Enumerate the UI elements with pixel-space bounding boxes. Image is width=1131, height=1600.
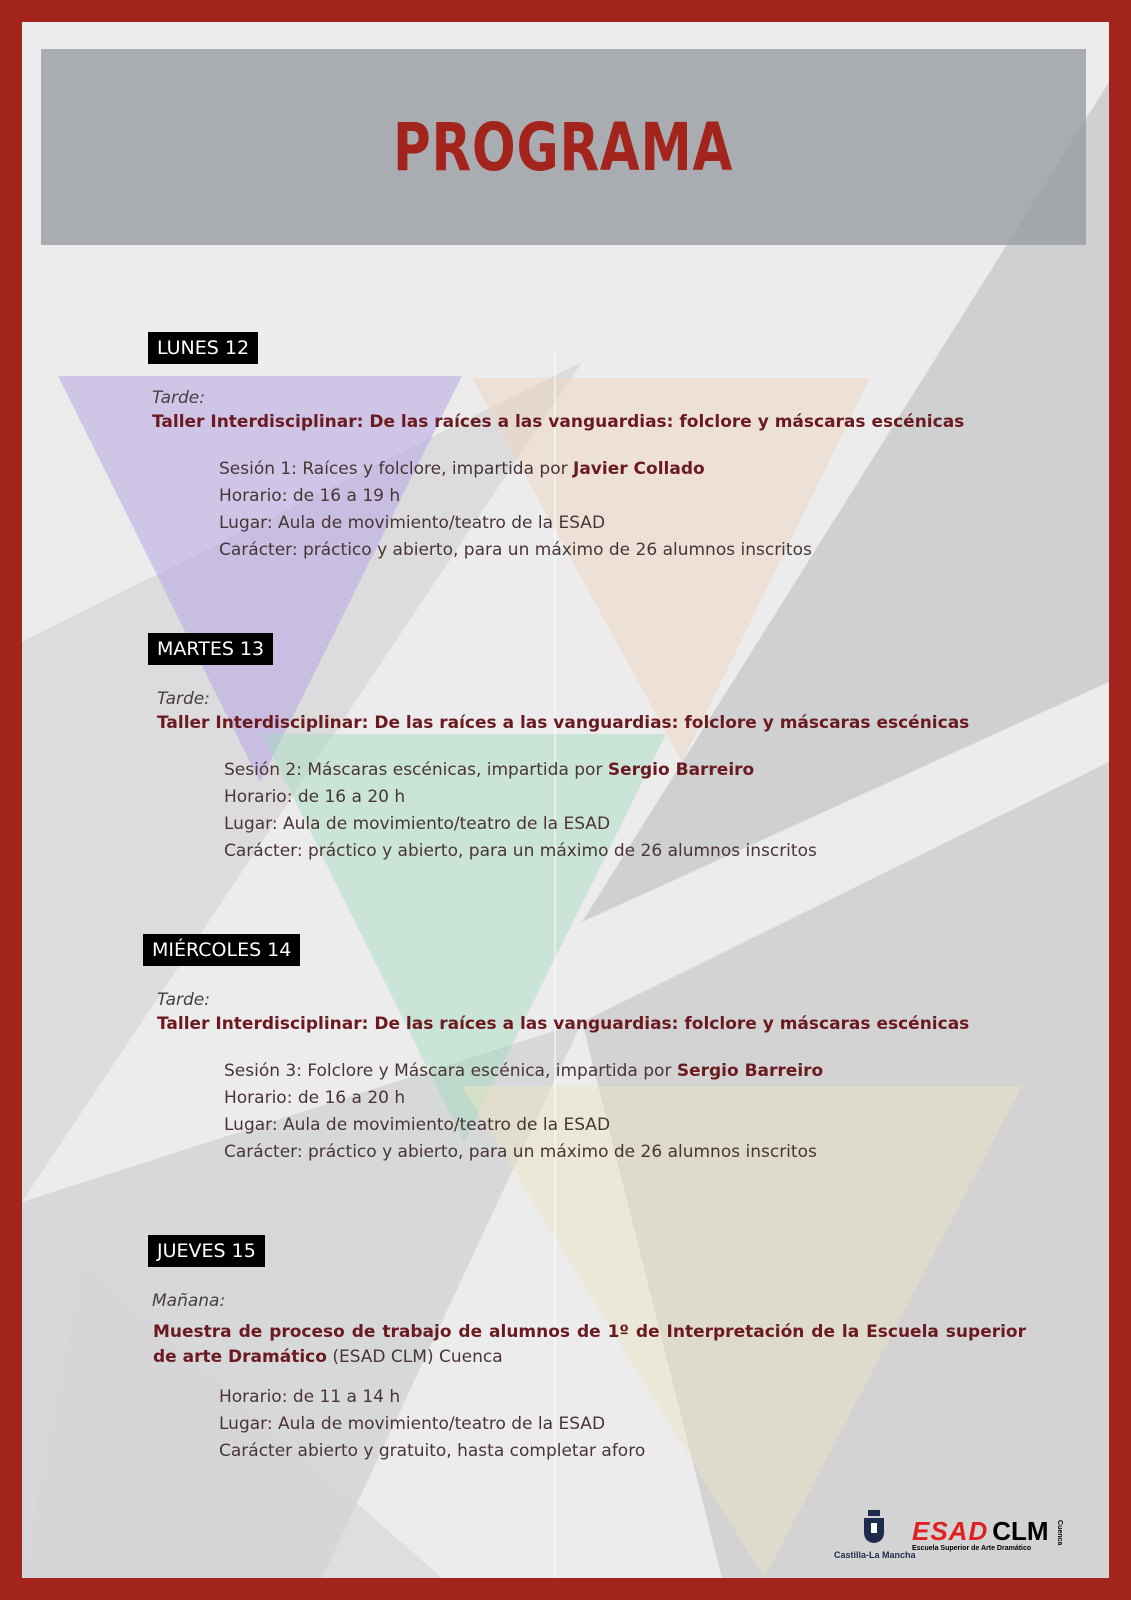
period-label: Tarde: [152, 388, 205, 408]
workshop-title: Taller Interdisciplinar: De las raíces a las vanguardias: folclore y máscaras escénicas [157, 713, 970, 733]
period-label: Tarde: [157, 990, 210, 1010]
castilla-la-mancha-logo [834, 1510, 914, 1560]
esad-clm-logo [912, 1516, 1072, 1552]
speaker-name: Sergio Barreiro [607, 760, 755, 780]
schedule-line: Horario: de 16 a 19 h [219, 486, 401, 506]
character-line: Carácter abierto y gratuito, hasta completar aforo [219, 1441, 646, 1461]
place-line: Lugar: Aula de movimiento/teatro de la ESAD [219, 1414, 606, 1434]
day-label-jueves: JUEVES 15 [148, 1235, 265, 1267]
cuenca-word: Cuenca [1056, 1520, 1063, 1546]
session-line [219, 456, 812, 483]
jccm-text: Castilla-La Mancha [834, 1550, 916, 1560]
schedule-line: Horario: de 16 a 20 h [224, 787, 406, 807]
place-line: Lugar: Aula de movimiento/teatro de la ESAD [224, 1115, 611, 1135]
session-text: Sesión 1: Raíces y folclore, impartida por [219, 459, 573, 479]
esad-subtitle: Escuela Superior de Arte Dramático [912, 1545, 1032, 1552]
session-details [219, 456, 812, 564]
speaker-name: Javier Collado [573, 459, 705, 479]
day-label-miercoles: MIÉRCOLES 14 [143, 934, 300, 966]
workshop-title: Taller Interdisciplinar: De las raíces a las vanguardias: folclore y máscaras escénicas [157, 1014, 970, 1034]
period-label: Tarde: [157, 689, 210, 709]
session-text: Sesión 2: Máscaras escénicas, impartida por [224, 760, 608, 780]
paper-background [22, 22, 1109, 1578]
page-title: PROGRAMA [393, 108, 734, 186]
workshop-title: Taller Interdisciplinar: De las raíces a las vanguardias: folclore y máscaras escénicas [152, 412, 965, 432]
event-title: Muestra de proceso de trabajo de alumnos de 1º de Interpretación de la Escuela superior de arte Dramático [153, 1322, 1026, 1367]
header-band [41, 49, 1086, 245]
clm-word: CLM [992, 1516, 1049, 1546]
day-label-martes: MARTES 13 [148, 633, 273, 665]
session-line [224, 757, 817, 784]
event-description [153, 1320, 1026, 1370]
event-subtitle: (ESAD CLM) Cuenca [326, 1347, 503, 1367]
place-line: Lugar: Aula de movimiento/teatro de la ESAD [219, 513, 606, 533]
schedule-line: Horario: de 11 a 14 h [219, 1387, 401, 1407]
period-label: Mañana: [152, 1291, 226, 1311]
character-line: Carácter: práctico y abierto, para un máximo de 26 alumnos inscritos [224, 1142, 817, 1162]
day-label-lunes: LUNES 12 [148, 332, 258, 364]
session-text: Sesión 3: Folclore y Máscara escénica, impartida por [224, 1061, 677, 1081]
character-line: Carácter: práctico y abierto, para un máximo de 26 alumnos inscritos [224, 841, 817, 861]
coat-of-arms-icon [862, 1510, 886, 1544]
character-line: Carácter: práctico y abierto, para un máximo de 26 alumnos inscritos [219, 540, 812, 560]
place-line: Lugar: Aula de movimiento/teatro de la ESAD [224, 814, 611, 834]
session-details [224, 1058, 823, 1166]
speaker-name: Sergio Barreiro [676, 1061, 824, 1081]
event-details [219, 1384, 645, 1465]
session-details [224, 757, 817, 865]
session-line [224, 1058, 823, 1085]
schedule-line: Horario: de 16 a 20 h [224, 1088, 406, 1108]
esad-word: ESAD [912, 1516, 989, 1546]
